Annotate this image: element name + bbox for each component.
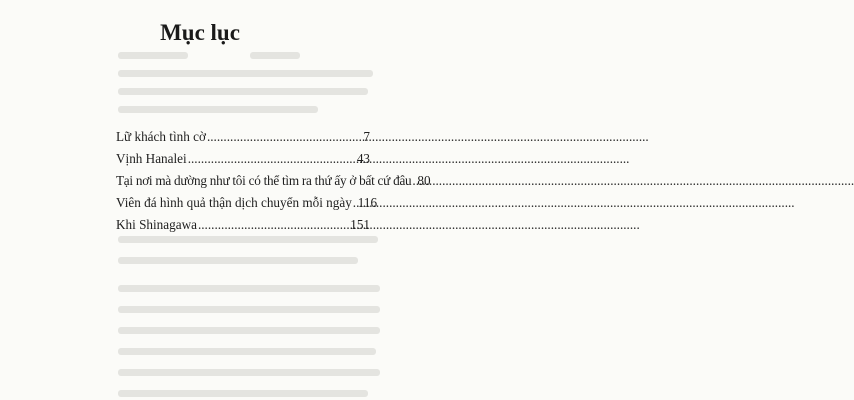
toc-entry[interactable]: [116, 170, 431, 192]
toc-entry[interactable]: [116, 148, 370, 170]
page-title: Mục lục: [160, 20, 240, 45]
toc-entry[interactable]: [116, 126, 370, 148]
dot-leader: [353, 192, 357, 214]
toc-entry-title: Tại nơi mà dường như tôi có thể tìm ra thứ ấy ở bất cứ đâu: [116, 173, 412, 188]
table-of-contents: [116, 126, 431, 236]
toc-entry[interactable]: [116, 214, 370, 236]
dot-leader: [188, 148, 356, 170]
toc-entry-title: Lữ khách tình cờ: [116, 129, 206, 144]
toc-entry-page: 80: [417, 173, 431, 188]
toc-entry-page: 43: [356, 151, 370, 166]
toc-entry-title: Viên đá hình quả thận dịch chuyển mỗi ngày: [116, 195, 352, 210]
toc-entry-title: Khi Shinagawa: [116, 217, 197, 232]
dot-leader: [207, 126, 362, 148]
toc-entry-page: 7: [363, 129, 370, 144]
toc-entry-page: 151: [350, 217, 370, 232]
dot-leader: [198, 214, 349, 236]
toc-entry-page: 116: [357, 195, 378, 210]
toc-entry[interactable]: [116, 192, 378, 214]
dot-leader: [412, 170, 416, 192]
toc-entry-title: Vịnh Hanalei: [116, 151, 187, 166]
